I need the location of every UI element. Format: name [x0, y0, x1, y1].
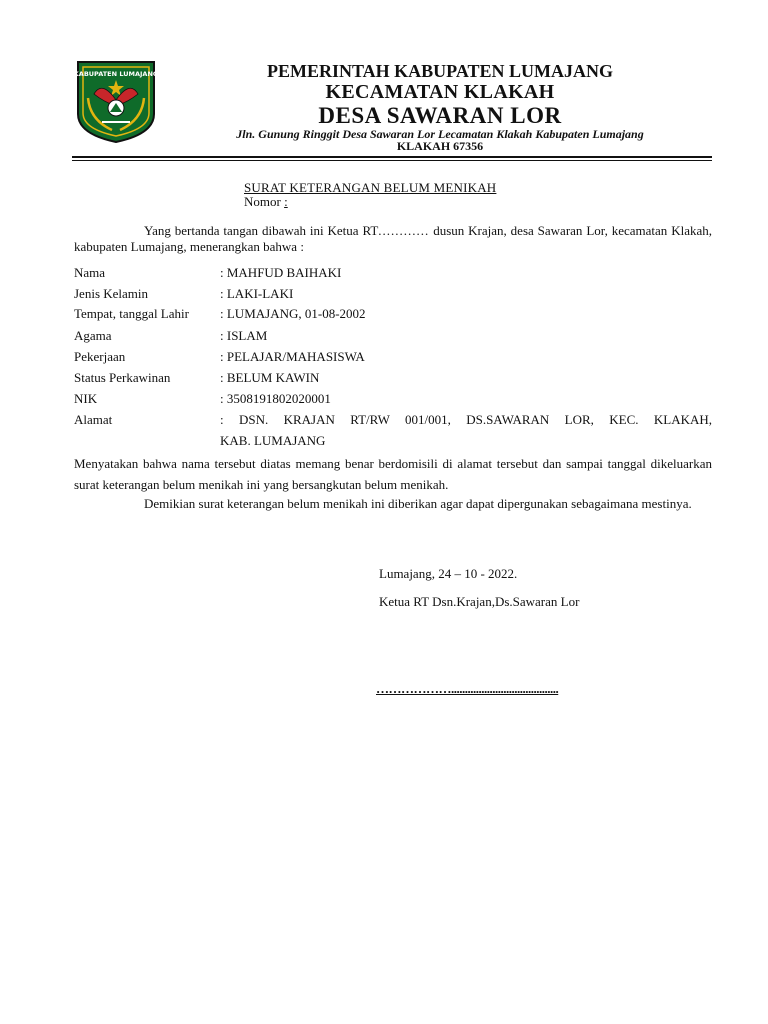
field-row: [74, 412, 712, 432]
closing-paragraph: [74, 496, 712, 512]
field-label: Agama: [74, 328, 112, 343]
field-label: Nama: [74, 265, 106, 280]
rt-blank: ............: [378, 223, 430, 238]
closing-text: Demikian surat keterangan belum menikah ini diberikan agar dapat dipergunakan sebagaimana mestinya.: [144, 496, 692, 511]
field-value: : PELAJAR/MAHASISWA: [220, 349, 365, 364]
regency-emblem-icon: [72, 56, 160, 144]
number-colon: :: [284, 194, 288, 209]
letter-title: SURAT KETERANGAN BELUM MENIKAH: [244, 180, 497, 195]
field-label: NIK: [74, 391, 98, 406]
office-address: Jln. Gunung Ringgit Desa Sawaran Lor Lecamatan Klakah Kabupaten Lumajang: [236, 127, 644, 141]
header-divider-thick: [72, 156, 712, 158]
field-row: [74, 349, 712, 369]
field-value: : LUMAJANG, 01-08-2002: [220, 306, 366, 321]
field-row: [74, 328, 712, 348]
field-label: Status Perkawinan: [74, 370, 171, 385]
signature-name-line: ……………….......................................: [376, 681, 559, 696]
village-name: DESA SAWARAN LOR: [318, 103, 562, 128]
header-divider-thin: [72, 160, 712, 161]
intro-text-1: Yang bertanda tangan dibawah ini Ketua RT: [144, 223, 379, 238]
field-label: Pekerjaan: [74, 349, 126, 364]
place-date: Lumajang, 24 – 10 - 2022.: [379, 566, 518, 581]
logo-text: KABUPATEN LUMAJANG: [73, 70, 159, 78]
field-row: [74, 370, 712, 390]
government-name: PEMERINTAH KABUPATEN LUMAJANG: [267, 61, 613, 81]
field-row: [74, 286, 712, 306]
district-name: KECAMATAN KLAKAH: [325, 81, 555, 103]
field-row: [74, 306, 712, 326]
field-label: Alamat: [74, 412, 113, 427]
signatory-position: Ketua RT Dsn.Krajan,Ds.Sawaran Lor: [379, 594, 580, 609]
field-value: : LAKI-LAKI: [220, 286, 294, 301]
field-row: [74, 265, 712, 285]
field-value: : 3508191802020001: [220, 391, 331, 406]
intro-text-2: dusun Krajan, desa Sawaran Lor, kecamatan Klakah, kabupaten Lumajang, menerangkan bahwa :: [74, 223, 712, 254]
letter-number: [244, 194, 288, 210]
field-value: : DSN. KRAJAN RT/RW 001/001, DS.SAWARAN LOR, KEC. KLAKAH,: [220, 412, 712, 427]
intro-paragraph: [74, 223, 712, 255]
field-value-continued: KAB. LUMAJANG: [220, 433, 326, 448]
field-label: Tempat, tanggal Lahir: [74, 306, 189, 321]
postal-code: KLAKAH 67356: [396, 139, 484, 153]
field-row: [74, 391, 712, 411]
field-label: Jenis Kelamin: [74, 286, 149, 301]
field-value: : ISLAM: [220, 328, 268, 343]
number-label: Nomor: [244, 194, 281, 209]
field-value: : BELUM KAWIN: [220, 370, 320, 385]
statement-paragraph: Menyatakan bahwa nama tersebut diatas memang benar berdomisili di alamat tersebut dan sampai tanggal dikeluarkan surat keterangan belum menikah ini yang bersangkutan belum menikah.: [74, 456, 712, 492]
field-value: : MAHFUD BAIHAKI: [220, 265, 342, 280]
field-row-continued: [74, 433, 712, 453]
